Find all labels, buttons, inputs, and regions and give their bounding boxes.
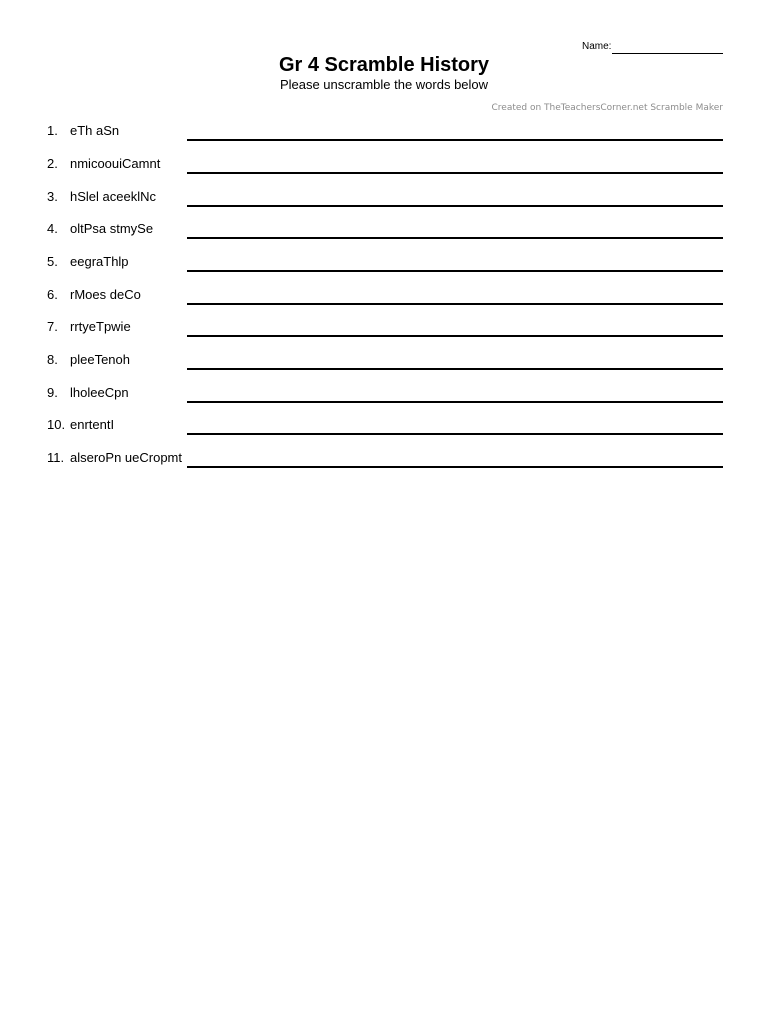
answer-line[interactable] (187, 237, 723, 239)
question-row (47, 352, 723, 385)
answer-line[interactable] (187, 466, 723, 468)
scrambled-word: rMoes deCo (70, 287, 141, 302)
instructions: Please unscramble the words below (279, 77, 489, 92)
scrambled-word: eTh aSn (70, 123, 120, 138)
question-number: 3. (47, 189, 58, 204)
page-title: Gr 4 Scramble History (278, 54, 490, 76)
credit-text: Created on TheTeachersCorner.net Scramble Maker (491, 103, 723, 113)
question-row (47, 450, 723, 483)
question-number: 6. (47, 287, 58, 302)
question-number: 2. (47, 156, 58, 171)
question-number: 9. (47, 385, 58, 400)
question-number: 8. (47, 352, 58, 367)
answer-line[interactable] (187, 270, 723, 272)
question-row (47, 254, 723, 287)
question-row (47, 123, 723, 156)
question-number: 4. (47, 221, 58, 236)
scrambled-word: hSlel aceeklNc (70, 189, 156, 204)
question-row (47, 287, 723, 320)
scrambled-word: nmicoouiCamnt (70, 156, 161, 171)
name-label: Name: (582, 41, 612, 52)
question-row (47, 221, 723, 254)
question-number: 5. (47, 254, 58, 269)
answer-line[interactable] (187, 205, 723, 207)
question-number: 1. (47, 123, 58, 138)
question-row (47, 385, 723, 418)
scrambled-word: rrtyeTpwie (70, 319, 131, 334)
answer-line[interactable] (187, 139, 723, 141)
answer-line[interactable] (187, 401, 723, 403)
answer-line[interactable] (187, 335, 723, 337)
answer-line[interactable] (187, 303, 723, 305)
scrambled-word: lholeeCpn (70, 385, 129, 400)
question-row (47, 417, 723, 450)
answer-line[interactable] (187, 433, 723, 435)
scrambled-word: enrtentI (70, 417, 115, 432)
question-number: 7. (47, 319, 58, 334)
scrambled-word: eegraThlp (70, 254, 129, 269)
question-number: 11. (47, 450, 65, 465)
question-row (47, 156, 723, 189)
scrambled-word: pleeTenoh (70, 352, 130, 367)
scrambled-word: oltPsa stmySe (70, 221, 154, 236)
answer-line[interactable] (187, 172, 723, 174)
scrambled-word: alseroPn ueCropmt (70, 450, 182, 465)
question-row (47, 189, 723, 222)
answer-line[interactable] (187, 368, 723, 370)
question-number: 10. (47, 417, 66, 432)
question-row (47, 319, 723, 352)
